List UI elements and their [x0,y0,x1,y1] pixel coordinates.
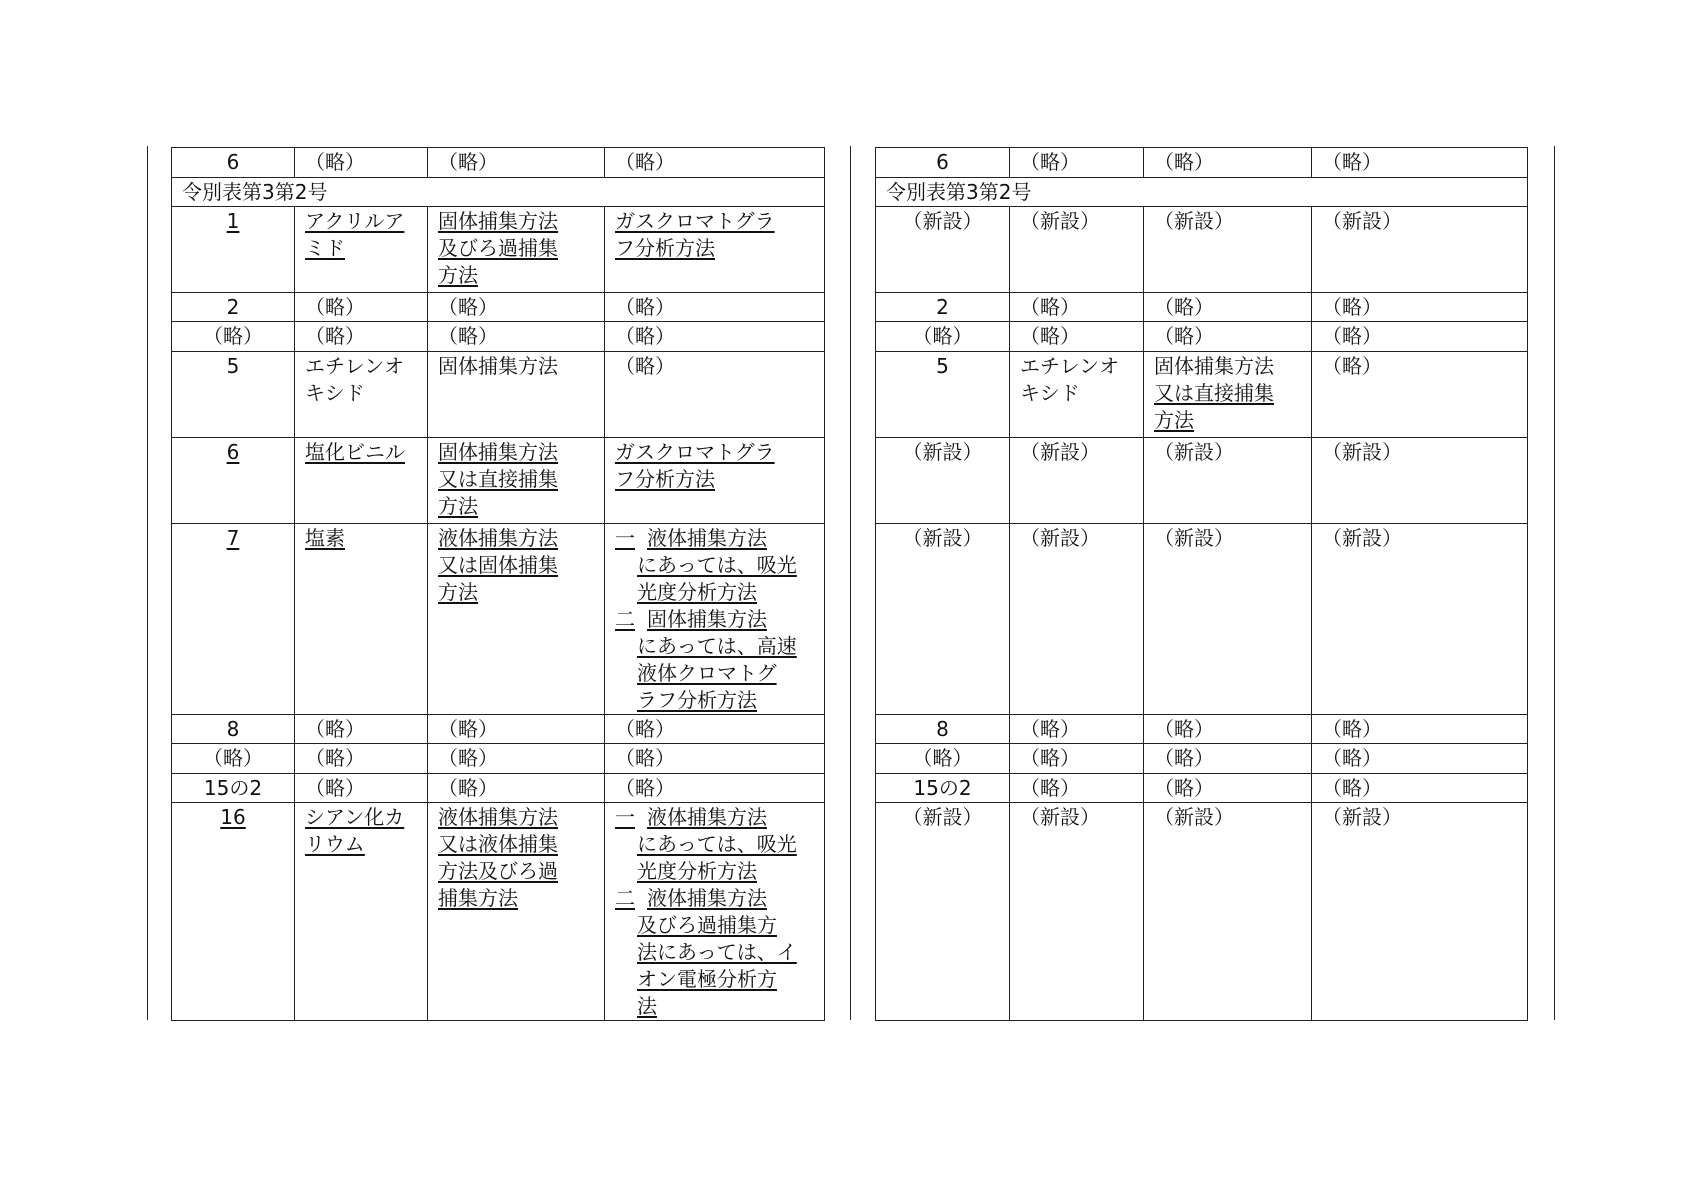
item-numeral: 二 [615,886,635,910]
substance-line: （略） [1020,776,1080,800]
row-number: （略） [912,324,973,348]
sampling-line: 固体捕集方法 [438,354,558,378]
cell-no [172,744,295,774]
section-title: 令別表第3第2号 [876,178,1528,207]
table-row [876,524,1528,715]
cell-no [172,803,295,1021]
cell-analysis: （略） [1312,148,1528,178]
substance-line: （略） [1020,746,1080,770]
sampling-line: 固体捕集方法 [438,209,558,233]
cell-sampling [428,744,605,774]
cell-no [172,322,295,352]
cell-no: 6 [876,148,1010,178]
cell-no [172,293,295,322]
sampling-line: （新設） [1154,526,1234,550]
item-text: 液体捕集方法 [647,886,767,910]
cell-substance [295,207,428,293]
sampling-line: 方法 [438,494,478,518]
item-text-line: にあっては、高速 [637,634,797,658]
table-row [172,438,825,524]
cell-no [876,524,1010,715]
sampling-line: 方法 [1154,408,1194,432]
cell-sampling [428,207,605,293]
cell-no [172,438,295,524]
table-row [876,803,1528,1021]
cell-sampling [1144,715,1312,744]
sampling-line: （略） [1154,746,1214,770]
row-number: 2 [226,295,240,319]
analysis-line: （略） [615,324,675,348]
row-number: （新設） [902,526,983,550]
cell-sampling [1144,322,1312,352]
cell-analysis [605,207,825,293]
item-text [615,858,814,885]
analysis-line: （新設） [1322,805,1402,829]
cell-substance [295,438,428,524]
sampling-line: （新設） [1154,209,1234,233]
item-text [615,687,814,714]
analysis-line: （略） [615,295,675,319]
item-text [615,831,814,858]
cell-analysis [1312,352,1528,438]
cell-sampling: （略） [1144,148,1312,178]
sampling-line: 又は直接捕集 [1154,381,1274,405]
cell-no [876,322,1010,352]
analysis-line: （略） [615,746,675,770]
right-margin-rule [1554,146,1555,1020]
substance-line: 塩化ビニル [305,440,405,464]
cell-no [876,293,1010,322]
cell-analysis [1312,744,1528,774]
table-row [876,744,1528,774]
analysis-line: （略） [1322,776,1382,800]
analysis-line: （略） [1322,354,1382,378]
analysis-line: ガスクロマトグラ [615,209,775,233]
cell-substance [1010,744,1144,774]
table-row [172,803,825,1021]
cell-sampling [428,803,605,1021]
cell-no [876,744,1010,774]
table-row [172,352,825,438]
cell-substance [1010,322,1144,352]
cell-substance [295,352,428,438]
analysis-item [615,525,814,606]
substance-line: エチレンオ [305,354,405,378]
table-row [876,774,1528,803]
cell-substance [1010,774,1144,803]
sampling-line: 又は液体捕集 [438,832,558,856]
analysis-line: ガスクロマトグラ [615,440,775,464]
item-text-line: ラフ分析方法 [637,688,757,712]
cell-no [172,352,295,438]
sampling-line: 又は直接捕集 [438,467,558,491]
row-number: 8 [226,717,240,741]
item-text-line: 及びろ過捕集方 [637,913,777,937]
table-row [172,744,825,774]
cell-analysis [605,715,825,744]
cell-sampling [1144,524,1312,715]
cell-substance [295,322,428,352]
item-text-line: 液体クロマトグ [637,661,777,685]
cell-substance [295,524,428,715]
sampling-line: 又は固体捕集 [438,553,558,577]
table-row [876,207,1528,293]
table-row [172,322,825,352]
cell-analysis [605,352,825,438]
cell-analysis [605,322,825,352]
table-row [172,524,825,715]
sampling-line: （略） [438,746,498,770]
cell-analysis [1312,438,1528,524]
table-row [876,715,1528,744]
row-number: （新設） [902,209,983,233]
cell-sampling [1144,774,1312,803]
sampling-line: （新設） [1154,805,1234,829]
cell-analysis [605,524,825,715]
row-number: （略） [203,324,263,348]
substance-line: （略） [1020,717,1080,741]
cell-substance [295,293,428,322]
current-table [875,147,1528,1021]
cell-sampling [428,524,605,715]
table-row [172,715,825,744]
item-text-line: にあっては、吸光 [637,832,797,856]
sampling-line: 方法 [438,580,478,604]
sampling-line: 捕集方法 [438,886,518,910]
substance-line: キシド [1020,381,1080,405]
cell-sampling [1144,438,1312,524]
cell-analysis [605,803,825,1021]
sampling-line: 方法及びろ過 [438,859,558,883]
analysis-line: （略） [615,717,675,741]
item-text [615,966,814,993]
analysis-item [615,606,814,714]
analysis-line: （略） [1322,717,1382,741]
substance-line: （略） [305,746,365,770]
substance-line: （略） [1020,295,1080,319]
cell-substance [295,803,428,1021]
cell-no: 6 [172,148,295,178]
analysis-line: （略） [1322,746,1382,770]
sampling-line: （略） [1154,295,1214,319]
section-title: 令別表第3第2号 [172,178,825,207]
table-row [876,352,1528,438]
sampling-line: （略） [1154,776,1214,800]
row-number: 5 [936,354,949,378]
item-text [615,993,814,1020]
table-row [876,293,1528,322]
row-number: 1 [226,209,240,233]
item-text: 液体捕集方法 [647,526,767,550]
sampling-line: （略） [438,776,498,800]
cell-sampling [428,352,605,438]
cell-substance [1010,352,1144,438]
cell-no [172,715,295,744]
cell-substance [1010,715,1144,744]
cell-no [876,715,1010,744]
cell-analysis [605,293,825,322]
cell-substance: （略） [1010,148,1144,178]
substance-line: アクリルア [305,209,405,233]
sampling-line: （略） [438,717,498,741]
cell-analysis: （略） [605,148,825,178]
item-text-line: オン電極分析方 [637,967,777,991]
cell-substance [295,774,428,803]
table-row [172,774,825,803]
sampling-line: （略） [438,324,498,348]
sampling-line: （略） [438,295,498,319]
cell-substance [295,744,428,774]
table-row [876,322,1528,352]
row-number: 16 [220,805,246,829]
cell-sampling [428,774,605,803]
substance-line: （新設） [1020,805,1100,829]
cell-no [876,438,1010,524]
row-number: （新設） [902,440,983,464]
analysis-line: （略） [1322,324,1382,348]
sampling-line: 固体捕集方法 [1154,354,1274,378]
substance-line: シアン化カ [305,805,405,829]
item-text-line: 法にあっては、イ [637,940,797,964]
item-text: 固体捕集方法 [647,607,767,631]
sampling-line: 方法 [438,263,478,287]
analysis-line: （新設） [1322,209,1402,233]
item-text [615,912,814,939]
row-number: 2 [936,295,949,319]
cell-substance [1010,438,1144,524]
cell-sampling [428,438,605,524]
table-row [172,293,825,322]
section-row [172,178,825,207]
substance-line: （略） [305,776,365,800]
analysis-line: フ分析方法 [615,236,715,260]
item-text [615,939,814,966]
substance-line: ミド [305,236,345,260]
substance-line: （略） [305,324,365,348]
cell-sampling [428,715,605,744]
cell-analysis [1312,803,1528,1021]
table-row [876,148,1528,178]
cell-no [876,352,1010,438]
cell-no [876,803,1010,1021]
left-margin-rule [147,146,148,1020]
item-text [615,633,814,660]
substance-line: （略） [1020,324,1080,348]
table-row [876,438,1528,524]
sampling-line: 液体捕集方法 [438,805,558,829]
item-text [615,552,814,579]
cell-analysis [1312,774,1528,803]
cell-substance [295,715,428,744]
item-text-line: にあっては、吸光 [637,553,797,577]
analysis-line: （新設） [1322,526,1402,550]
cell-analysis [605,774,825,803]
cell-no [876,207,1010,293]
substance-line: リウム [305,832,365,856]
row-number: 6 [226,440,240,464]
revised-table [171,147,825,1021]
substance-line: 塩素 [305,526,345,550]
cell-no [172,774,295,803]
analysis-line: （略） [1322,295,1382,319]
cell-analysis [605,438,825,524]
item-text-line: 光度分析方法 [637,859,757,883]
cell-no [172,524,295,715]
center-rule-left [850,146,851,1020]
item-text-line: 光度分析方法 [637,580,757,604]
cell-sampling [428,293,605,322]
row-number: 8 [936,717,949,741]
row-number: 7 [226,526,240,550]
item-text [615,579,814,606]
cell-analysis [1312,524,1528,715]
cell-analysis [1312,715,1528,744]
row-number: 15の2 [203,776,263,800]
cell-sampling [1144,352,1312,438]
cell-substance [1010,524,1144,715]
table-row [172,207,825,293]
row-number: （略） [203,746,263,770]
cell-sampling [428,322,605,352]
cell-analysis [605,744,825,774]
sampling-line: 及びろ過捕集 [438,236,558,260]
row-number: 5 [226,354,240,378]
item-numeral: 二 [615,607,635,631]
cell-substance [1010,207,1144,293]
cell-analysis [1312,207,1528,293]
analysis-line: フ分析方法 [615,467,715,491]
cell-substance [1010,293,1144,322]
substance-line: キシド [305,381,365,405]
cell-sampling [1144,744,1312,774]
cell-sampling: （略） [428,148,605,178]
cell-sampling [1144,803,1312,1021]
sampling-line: （略） [1154,324,1214,348]
sampling-line: （略） [1154,717,1214,741]
substance-line: （新設） [1020,209,1100,233]
sampling-line: 液体捕集方法 [438,526,558,550]
substance-line: （新設） [1020,440,1100,464]
cell-substance [1010,803,1144,1021]
cell-analysis [1312,293,1528,322]
item-numeral: 一 [615,805,635,829]
cell-substance: （略） [295,148,428,178]
item-numeral: 一 [615,526,635,550]
analysis-line: （略） [615,354,675,378]
section-row [876,178,1528,207]
cell-sampling [1144,293,1312,322]
row-number: （新設） [902,805,983,829]
analysis-line: （新設） [1322,440,1402,464]
analysis-item [615,885,814,1020]
substance-line: （略） [305,295,365,319]
table-row [172,148,825,178]
item-text: 液体捕集方法 [647,805,767,829]
item-text-line: 法 [637,994,657,1018]
substance-line: エチレンオ [1020,354,1120,378]
row-number: 15の2 [913,776,972,800]
sampling-line: （新設） [1154,440,1234,464]
analysis-item [615,804,814,885]
sampling-line: 固体捕集方法 [438,440,558,464]
substance-line: （略） [305,717,365,741]
cell-no [876,774,1010,803]
substance-line: （新設） [1020,526,1100,550]
cell-no [172,207,295,293]
row-number: （略） [912,746,973,770]
cell-sampling [1144,207,1312,293]
analysis-line: （略） [615,776,675,800]
cell-analysis [1312,322,1528,352]
item-text [615,660,814,687]
